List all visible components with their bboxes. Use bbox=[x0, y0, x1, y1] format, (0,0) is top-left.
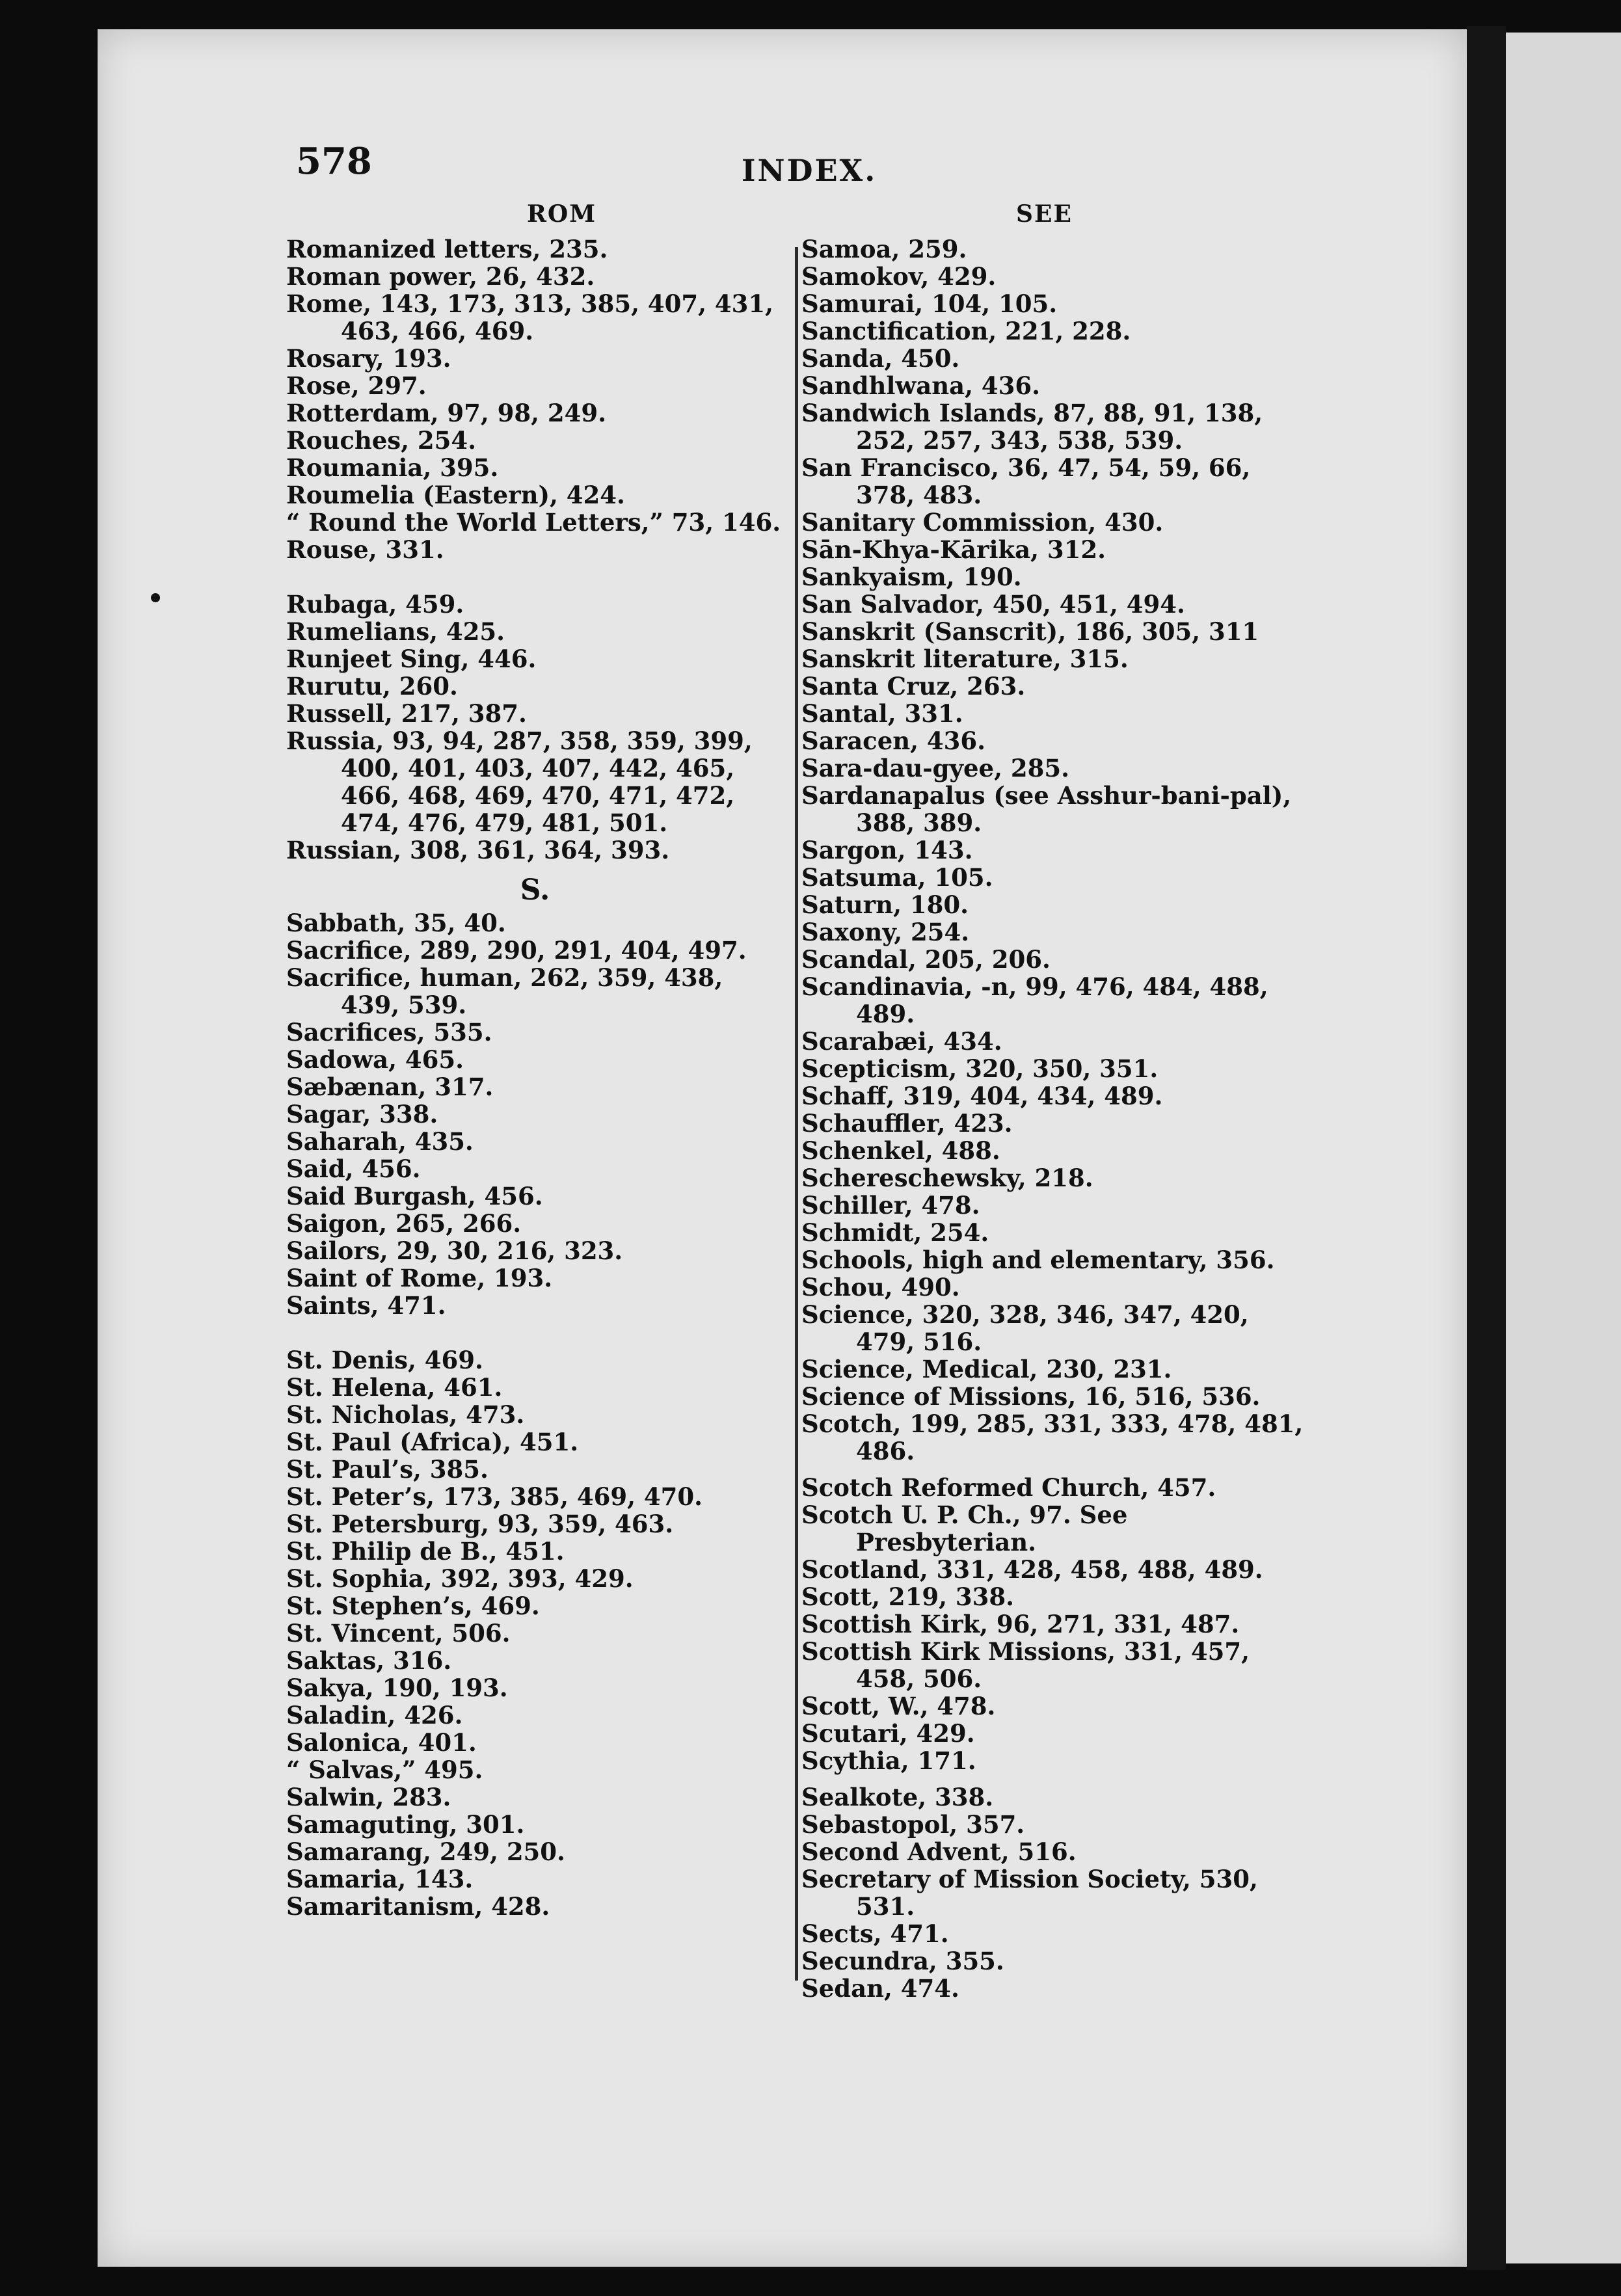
index-entry: Rotterdam, 97, 98, 249. bbox=[286, 399, 607, 427]
index-entry: Sardanapalus (see Asshur-bani-pal), 388, 389. bbox=[801, 781, 1292, 837]
index-entry: Sæbænan, 317. bbox=[286, 1073, 494, 1101]
index-entry: Sacrifice, human, 262, 359, 438, 439, 539. bbox=[286, 963, 723, 1019]
index-entry: St. Vincent, 506. bbox=[286, 1619, 511, 1648]
index-entry: St. Denis, 469. bbox=[286, 1346, 483, 1374]
index-entry: Schauffler, 423. bbox=[801, 1109, 1013, 1138]
index-entry: Samaritanism, 428. bbox=[286, 1892, 550, 1921]
index-entry: Said Burgash, 456. bbox=[286, 1182, 543, 1210]
index-entry: Saxony, 254. bbox=[801, 918, 970, 946]
index-entry: Saladin, 426. bbox=[286, 1701, 463, 1729]
index-entry: St. Peter’s, 173, 385, 469, 470. bbox=[286, 1482, 703, 1511]
index-entry: Santa Cruz, 263. bbox=[801, 672, 1026, 701]
index-entry: Sebastopol, 357. bbox=[801, 1810, 1025, 1839]
index-entry: St. Paul’s, 385. bbox=[286, 1455, 489, 1484]
index-entry: Sabbath, 35, 40. bbox=[286, 909, 506, 937]
index-entry: Rosary, 193. bbox=[286, 344, 451, 373]
index-entry: Rouches, 254. bbox=[286, 426, 477, 455]
index-entry: Sealkote, 338. bbox=[801, 1783, 994, 1811]
ink-speck bbox=[151, 593, 160, 602]
index-entry: Sacrifice, 289, 290, 291, 404, 497. bbox=[286, 936, 747, 965]
index-entry: Scotland, 331, 428, 458, 488, 489. bbox=[801, 1555, 1263, 1584]
entry-group bbox=[286, 235, 784, 563]
index-entry: Scepticism, 320, 350, 351. bbox=[801, 1054, 1159, 1083]
index-entry: Sagar, 338. bbox=[286, 1100, 438, 1128]
index-entry: Roumania, 395. bbox=[286, 453, 499, 482]
index-column-left bbox=[286, 235, 784, 1920]
index-entry: Salwin, 283. bbox=[286, 1783, 451, 1811]
entry-group bbox=[286, 1346, 784, 1920]
index-entry: St. Helena, 461. bbox=[286, 1373, 503, 1402]
index-entry: Sargon, 143. bbox=[801, 836, 973, 864]
index-entry: Scutari, 429. bbox=[801, 1719, 975, 1748]
index-entry: “ Salvas,” 495. bbox=[286, 1755, 483, 1784]
index-entry: Scottish Kirk Missions, 331, 457, 458, 506. bbox=[801, 1637, 1250, 1693]
index-entry: Sandwich Islands, 87, 88, 91, 138, 252, 257, 343, 538, 539. bbox=[801, 399, 1263, 455]
entry-group bbox=[801, 1474, 1306, 1774]
index-entry: St. Sophia, 392, 393, 429. bbox=[286, 1564, 634, 1593]
entry-group bbox=[286, 591, 784, 864]
index-entry: Rumelians, 425. bbox=[286, 617, 505, 646]
index-entry: Roumelia (Eastern), 424. bbox=[286, 481, 625, 509]
index-entry: Roman power, 26, 432. bbox=[286, 262, 595, 291]
index-entry: Romanized letters, 235. bbox=[286, 235, 608, 263]
index-entry: Sailors, 29, 30, 216, 323. bbox=[286, 1236, 623, 1265]
index-entry: San Francisco, 36, 47, 54, 59, 66, 378, 483. bbox=[801, 453, 1251, 509]
index-entry: Sedan, 474. bbox=[801, 1974, 959, 2003]
index-entry: Scott, 219, 338. bbox=[801, 1582, 1014, 1611]
index-entry: Science of Missions, 16, 516, 536. bbox=[801, 1382, 1261, 1411]
index-entry: Samaguting, 301. bbox=[286, 1810, 525, 1839]
index-entry: Samarang, 249, 250. bbox=[286, 1837, 565, 1866]
running-head: INDEX. bbox=[742, 153, 877, 188]
index-entry: Samurai, 104, 105. bbox=[801, 289, 1058, 318]
index-entry: Scythia, 171. bbox=[801, 1746, 976, 1775]
index-entry: Santal, 331. bbox=[801, 699, 963, 728]
index-entry: San Salvador, 450, 451, 494. bbox=[801, 590, 1185, 619]
index-entry: Sanda, 450. bbox=[801, 344, 960, 373]
page-number: 578 bbox=[296, 140, 372, 183]
index-entry: Sakya, 190, 193. bbox=[286, 1674, 508, 1702]
index-entry: Rurutu, 260. bbox=[286, 672, 458, 701]
index-entry: Scotch U. P. Ch., 97. See Presbyterian. bbox=[801, 1501, 1128, 1556]
index-entry: Sadowa, 465. bbox=[286, 1045, 464, 1074]
entry-group bbox=[801, 235, 1306, 1465]
index-entry: Rose, 297. bbox=[286, 371, 427, 400]
index-entry: St. Paul (Africa), 451. bbox=[286, 1428, 579, 1456]
index-entry: Scandal, 205, 206. bbox=[801, 945, 1051, 974]
index-entry: Sects, 471. bbox=[801, 1919, 949, 1948]
index-entry: Scotch Reformed Church, 457. bbox=[801, 1473, 1216, 1502]
index-entry: Scott, W., 478. bbox=[801, 1692, 996, 1720]
index-entry: Saint of Rome, 193. bbox=[286, 1264, 553, 1292]
guide-word-left: ROM bbox=[527, 200, 597, 228]
index-entry: St. Nicholas, 473. bbox=[286, 1400, 525, 1429]
index-entry: Sacrifices, 535. bbox=[286, 1018, 492, 1047]
entry-group bbox=[286, 909, 784, 1319]
index-entry: Schmidt, 254. bbox=[801, 1218, 989, 1247]
index-entry: Schou, 490. bbox=[801, 1273, 960, 1302]
index-entry: Sanctification, 221, 228. bbox=[801, 317, 1131, 345]
index-entry: Salonica, 401. bbox=[286, 1728, 477, 1757]
index-entry: Sanskrit (Sanscrit), 186, 305, 311 bbox=[801, 617, 1259, 646]
index-entry: Saharah, 435. bbox=[286, 1127, 474, 1156]
index-entry: Secretary of Mission Society, 530, 531. bbox=[801, 1865, 1258, 1921]
index-entry: Schenkel, 488. bbox=[801, 1136, 1000, 1165]
index-entry: Saigon, 265, 266. bbox=[286, 1209, 522, 1238]
index-entry: Scandinavia, -n, 99, 476, 484, 488, 489. bbox=[801, 972, 1268, 1028]
index-entry: St. Philip de B., 451. bbox=[286, 1537, 565, 1566]
index-entry: Schools, high and elementary, 356. bbox=[801, 1246, 1275, 1274]
index-entry: Saracen, 436. bbox=[801, 727, 986, 755]
index-entry: Saints, 471. bbox=[286, 1291, 446, 1320]
index-entry: Saturn, 180. bbox=[801, 890, 969, 919]
index-entry: Rouse, 331. bbox=[286, 535, 444, 564]
index-entry: Secundra, 355. bbox=[801, 1947, 1004, 1975]
index-entry: Science, 320, 328, 346, 347, 420, 479, 516. bbox=[801, 1300, 1249, 1356]
index-entry: Samaria, 143. bbox=[286, 1865, 474, 1893]
index-entry: Rubaga, 459. bbox=[286, 590, 464, 619]
index-entry: Sankyaism, 190. bbox=[801, 563, 1022, 591]
column-divider bbox=[795, 247, 798, 1981]
index-entry: “ Round the World Letters,” 73, 146. bbox=[286, 508, 781, 537]
index-entry: St. Petersburg, 93, 359, 463. bbox=[286, 1510, 674, 1538]
section-letter: S. bbox=[520, 874, 550, 907]
facing-page-edge bbox=[1506, 33, 1621, 2263]
index-entry: Saktas, 316. bbox=[286, 1646, 452, 1675]
index-entry: Scarabæi, 434. bbox=[801, 1027, 1002, 1056]
book-gutter bbox=[1467, 26, 1506, 2270]
index-entry: St. Stephen’s, 469. bbox=[286, 1592, 540, 1620]
index-entry: Schaff, 319, 404, 434, 489. bbox=[801, 1082, 1163, 1110]
index-entry: Schereschewsky, 218. bbox=[801, 1164, 1093, 1192]
index-entry: Second Advent, 516. bbox=[801, 1837, 1077, 1866]
index-entry: Scottish Kirk, 96, 271, 331, 487. bbox=[801, 1610, 1240, 1638]
index-entry: Scotch, 199, 285, 331, 333, 478, 481, 486. bbox=[801, 1409, 1304, 1465]
index-entry: Sanitary Commission, 430. bbox=[801, 508, 1164, 537]
index-entry: Russia, 93, 94, 287, 358, 359, 399, 400, 401, 403, 407, 442, 465, 466, 468, 469, 470, 471, 472, 474, 476, 479, 481, 501. bbox=[286, 727, 753, 837]
index-entry: Sān-Khya-Kārika, 312. bbox=[801, 535, 1106, 564]
index-entry: Russell, 217, 387. bbox=[286, 699, 527, 728]
index-entry: Sara-dau-gyee, 285. bbox=[801, 754, 1069, 782]
index-entry: Satsuma, 105. bbox=[801, 863, 993, 892]
index-entry: Sandhlwana, 436. bbox=[801, 371, 1041, 400]
index-entry: Said, 456. bbox=[286, 1155, 421, 1183]
entry-group bbox=[801, 1783, 1306, 2002]
index-entry: Schiller, 478. bbox=[801, 1191, 980, 1220]
index-entry: Samokov, 429. bbox=[801, 262, 997, 291]
index-entry: Russian, 308, 361, 364, 393. bbox=[286, 836, 670, 864]
index-column-right bbox=[801, 235, 1306, 2002]
guide-word-right: SEE bbox=[1016, 200, 1073, 228]
index-entry: Sanskrit literature, 315. bbox=[801, 645, 1129, 673]
index-entry: Science, Medical, 230, 231. bbox=[801, 1355, 1172, 1383]
index-entry: Samoa, 259. bbox=[801, 235, 967, 263]
index-entry: Runjeet Sing, 446. bbox=[286, 645, 537, 673]
index-entry: Rome, 143, 173, 313, 385, 407, 431, 463, 466, 469. bbox=[286, 289, 773, 345]
